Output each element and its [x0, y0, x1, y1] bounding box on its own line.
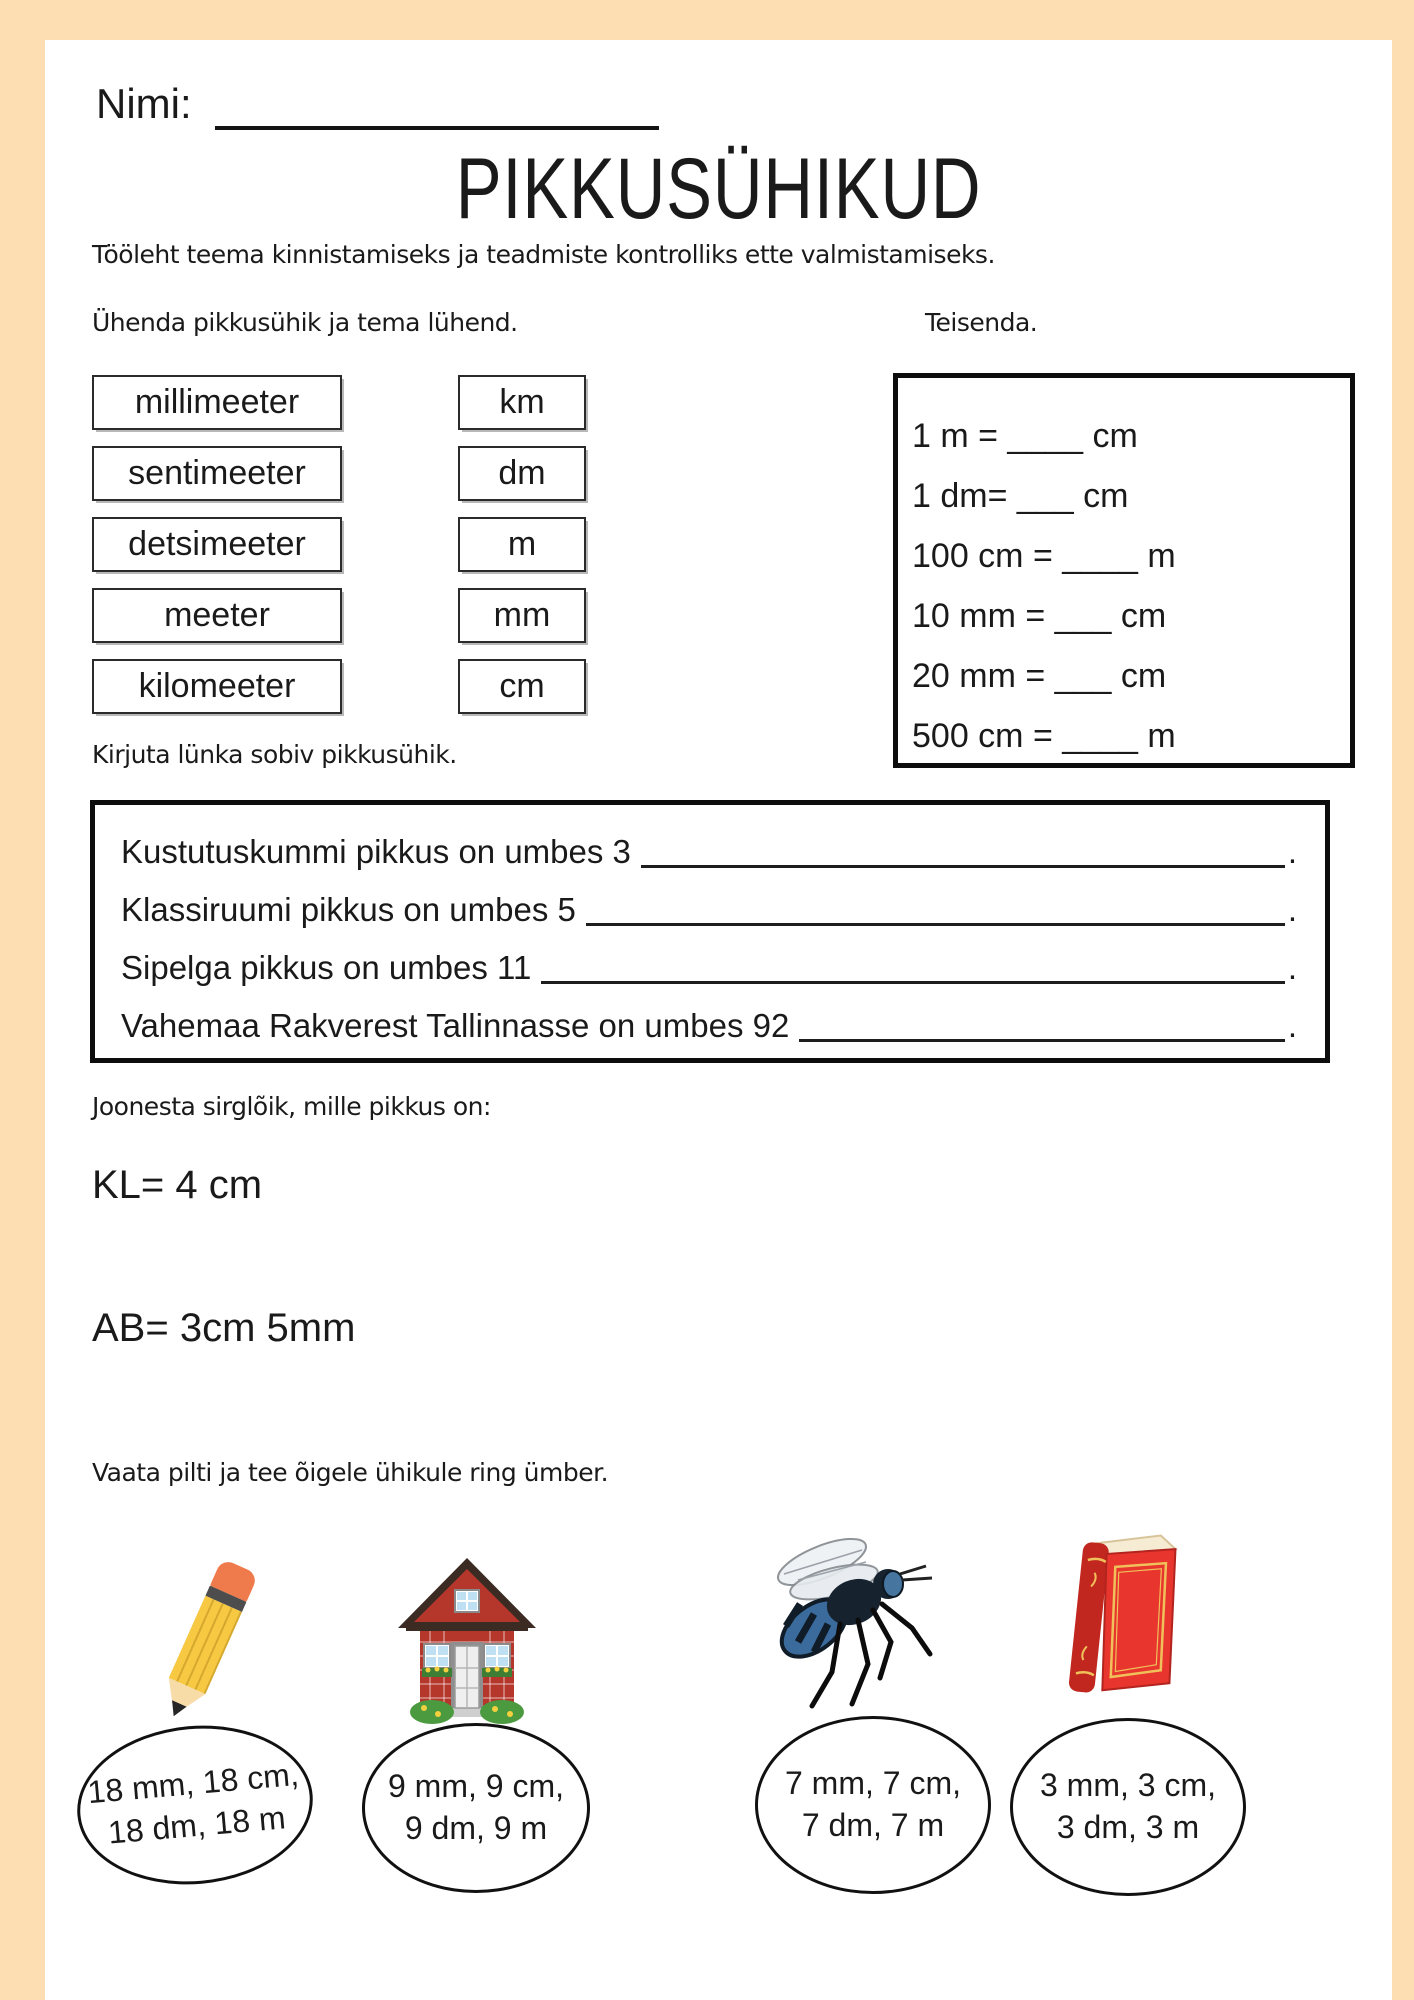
unit-box[interactable]: meeter — [92, 588, 342, 643]
convert-line[interactable]: 500 cm = ____ m — [912, 717, 1176, 755]
sentence-box — [90, 800, 1330, 1063]
house-image — [398, 1556, 536, 1724]
abbreviation-box[interactable]: m — [458, 517, 586, 572]
fly-eye — [883, 1571, 903, 1597]
convert-box — [893, 373, 1355, 768]
name-label: Nimi: — [96, 80, 192, 127]
unit-box[interactable]: millimeeter — [92, 375, 342, 430]
sentence-row: Kustutuskummi pikkus on umbes 3 . — [121, 833, 1297, 870]
answer-blank[interactable] — [799, 1039, 1284, 1042]
abbreviation-box[interactable]: dm — [458, 446, 586, 501]
option-oval[interactable]: 7 mm, 7 cm, 7 dm, 7 m — [755, 1716, 991, 1894]
answer-blank[interactable] — [586, 923, 1285, 926]
abbreviation-box[interactable]: cm — [458, 659, 586, 714]
circle-unit-heading: Vaata pilti ja tee õigele ühikule ring ümber. — [92, 1458, 609, 1487]
abbreviation-box[interactable]: km — [458, 375, 586, 430]
matching-heading: Ühenda pikkusühik ja tema lühend. — [92, 308, 518, 337]
pencil-image — [155, 1556, 251, 1740]
option-oval[interactable]: 18 mm, 18 cm, 18 dm, 18 m — [71, 1716, 320, 1894]
unit-box[interactable]: kilomeeter — [92, 659, 342, 714]
pencil-shaft — [169, 1596, 242, 1694]
fly-image — [770, 1522, 940, 1720]
book-image — [1048, 1520, 1198, 1716]
answer-blank[interactable] — [541, 981, 1285, 984]
convert-line[interactable]: 20 mm = ___ cm — [912, 657, 1167, 695]
draw-heading: Joonesta sirglõik, mille pikkus on: — [92, 1092, 491, 1121]
house-bush-left — [410, 1700, 454, 1724]
option-oval[interactable]: 9 mm, 9 cm, 9 dm, 9 m — [362, 1723, 590, 1893]
answer-blank[interactable] — [641, 865, 1285, 868]
unit-box[interactable]: sentimeeter — [92, 446, 342, 501]
abbreviation-box[interactable]: mm — [458, 588, 586, 643]
convert-line[interactable]: 1 m = ____ cm — [912, 417, 1138, 455]
page-title: PIKKUSÜHIKUD — [455, 141, 982, 237]
page-subtitle: Tööleht teema kinnistamiseks ja teadmiste kontrolliks ette valmistamiseks. — [92, 240, 995, 269]
pencil-body — [151, 1558, 259, 1735]
house-window-left — [422, 1644, 452, 1677]
convert-heading: Teisenda. — [925, 308, 1038, 337]
name-blank-line[interactable] — [215, 126, 659, 130]
house-bush-right — [480, 1700, 524, 1724]
unit-column — [92, 375, 342, 730]
convert-line[interactable]: 10 mm = ___ cm — [912, 597, 1167, 635]
sentence-row: Sipelga pikkus on umbes 11 . — [121, 949, 1297, 986]
fill-blank-heading: Kirjuta lünka sobiv pikkusühik. — [92, 740, 457, 769]
abbreviation-column — [458, 375, 586, 730]
convert-line[interactable]: 1 dm= ___ cm — [912, 477, 1129, 515]
segment-kl-label: KL= 4 cm — [92, 1163, 263, 1207]
option-oval[interactable]: 3 mm, 3 cm, 3 dm, 3 m — [1010, 1718, 1246, 1896]
sentence-row: Vahemaa Rakverest Tallinnasse on umbes 92 . — [121, 1007, 1297, 1044]
convert-line[interactable]: 100 cm = ____ m — [912, 537, 1176, 575]
house-window-right — [482, 1644, 512, 1677]
unit-box[interactable]: detsimeeter — [92, 517, 342, 572]
segment-ab-label: AB= 3cm 5mm — [92, 1306, 356, 1350]
sentence-row: Klassiruumi pikkus on umbes 5 . — [121, 891, 1297, 928]
